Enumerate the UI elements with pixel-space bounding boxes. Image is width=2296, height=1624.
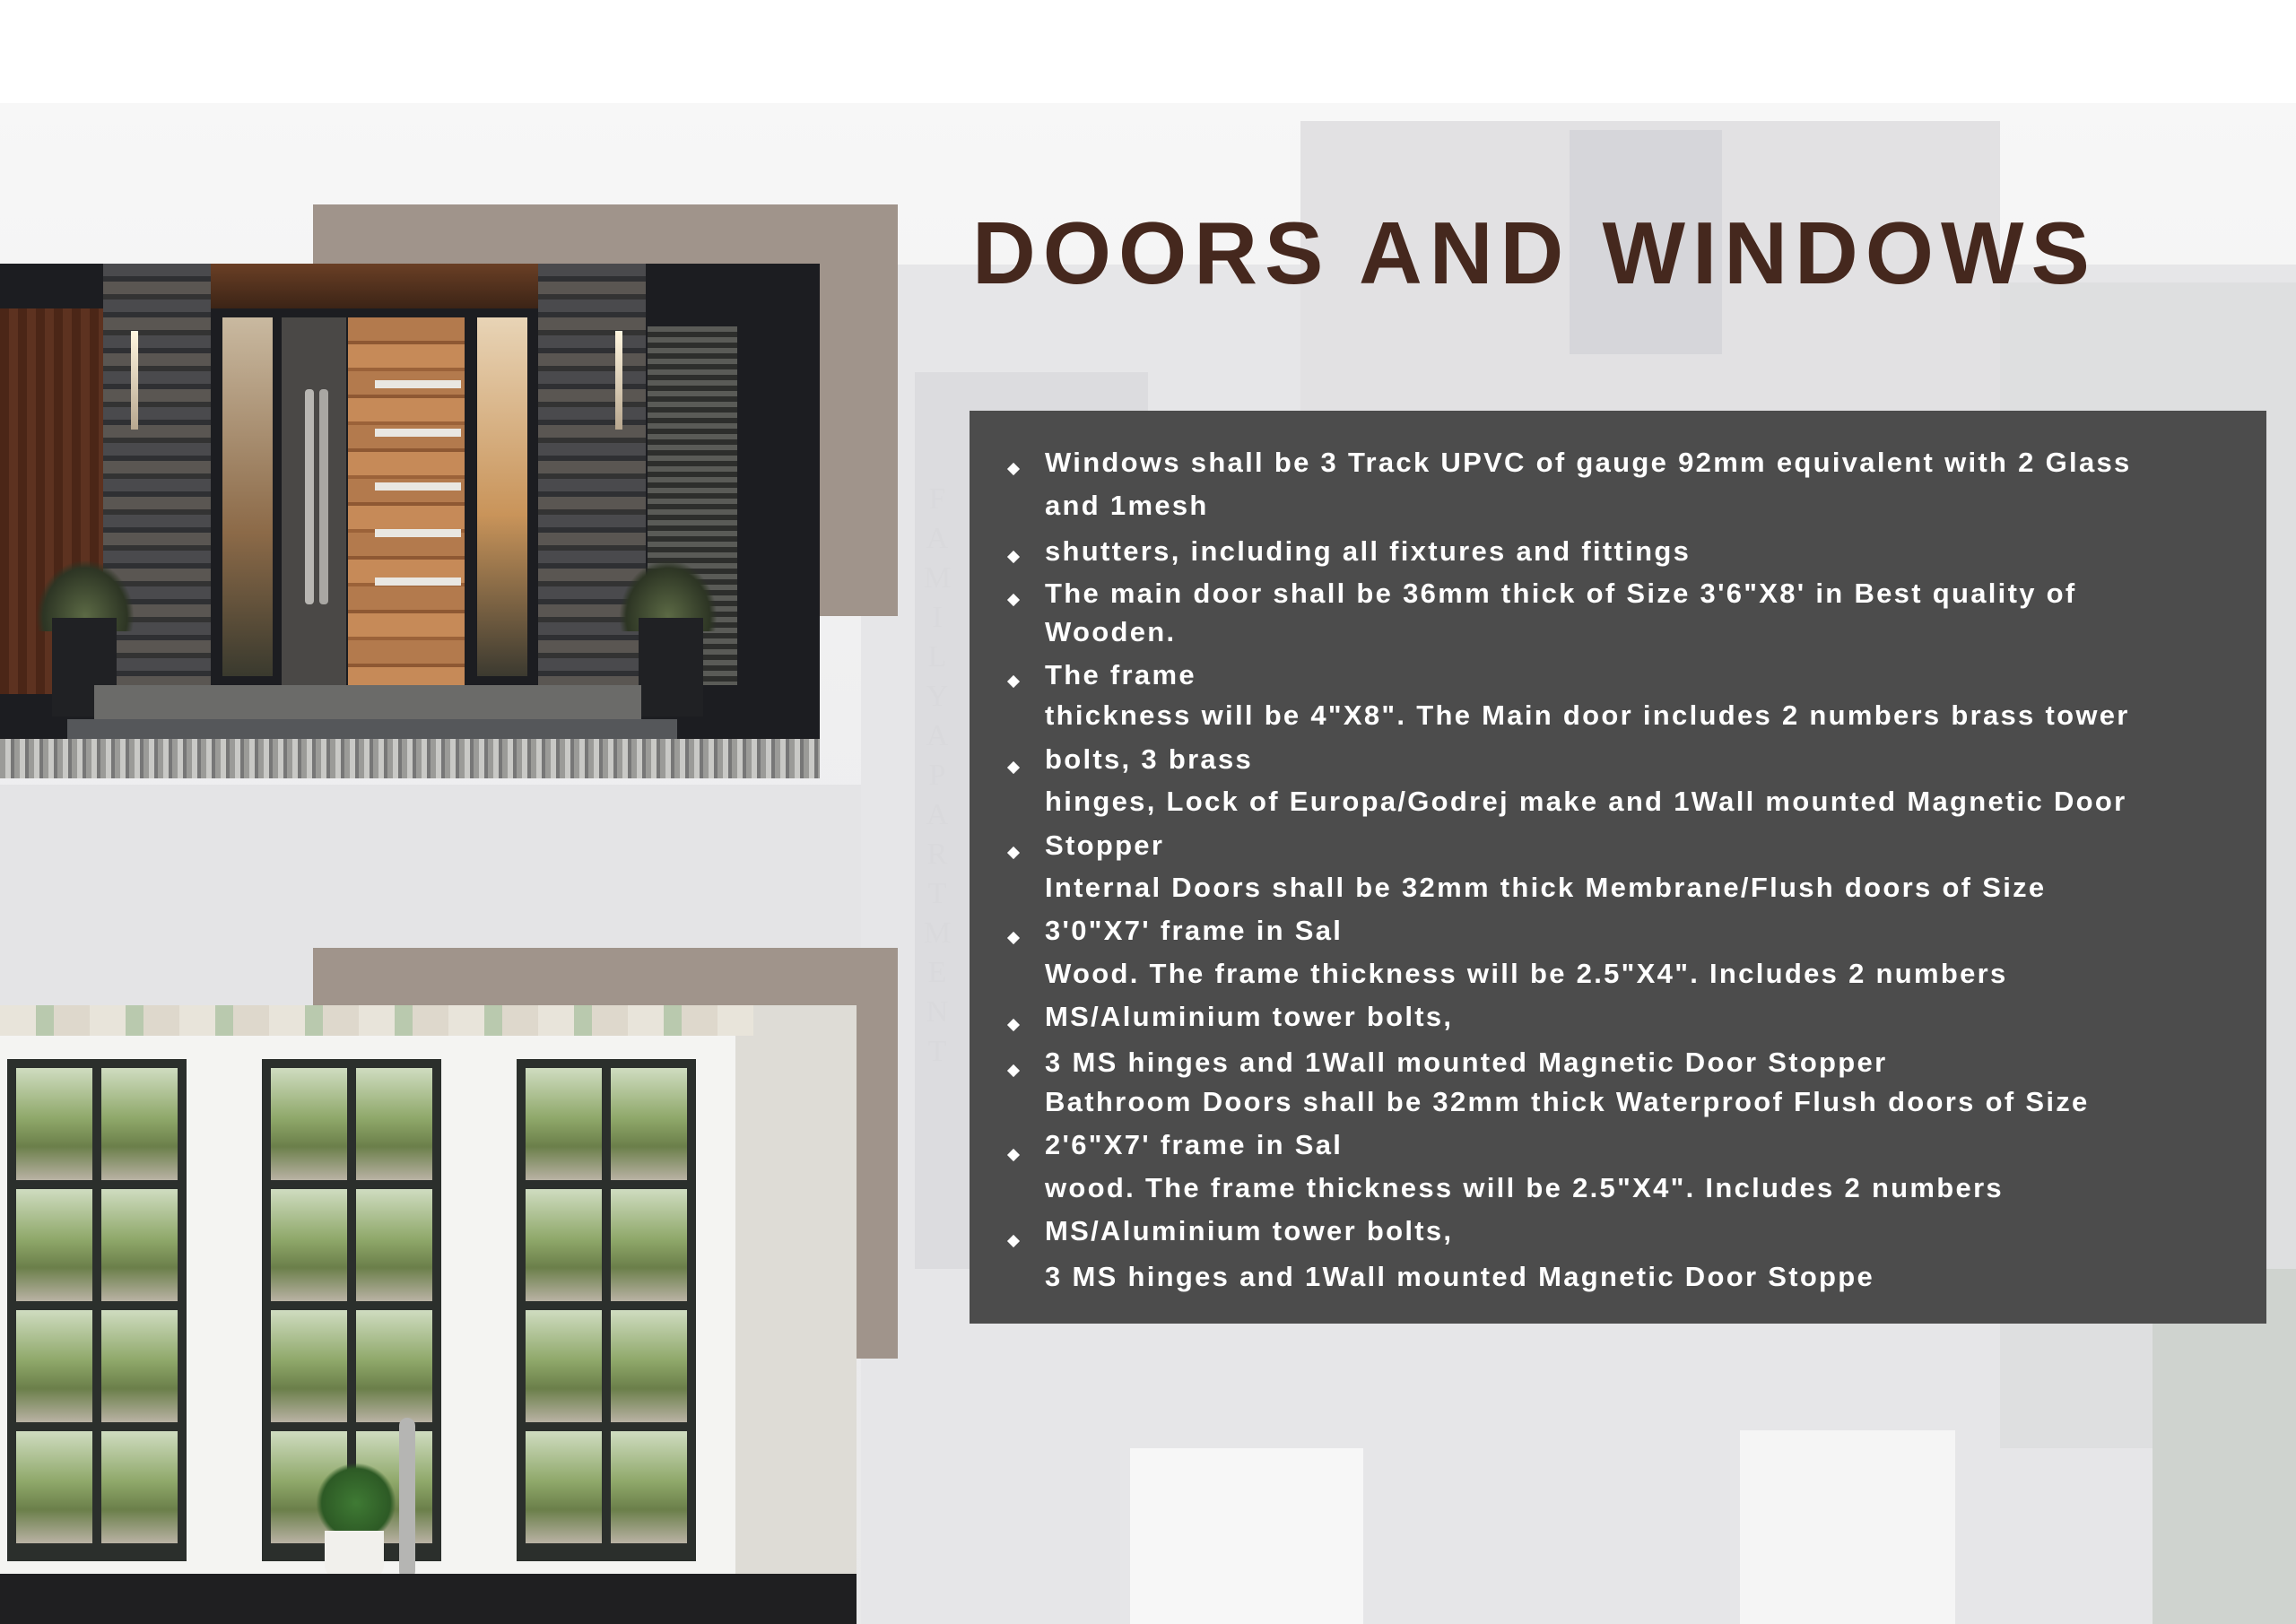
spec-line: wood. The frame thickness will be 2.5"X4". Includes 2 numbers (1045, 1172, 2004, 1203)
spec-line: bolts, 3 brass (1045, 743, 1254, 775)
spec-line: 3'0"X7' frame in Sal (1045, 915, 1344, 946)
spec-line: The main door shall be 36mm thick of Size 3'6"X8' in Best quality of (1045, 578, 2077, 609)
spec-line: Wooden. (1045, 616, 1177, 647)
spec-line: hinges, Lock of Europa/Godrej make and 1Wall mounted Magnetic Door (1045, 786, 2127, 817)
spec-line: Wood. The frame thickness will be 2.5"X4". Includes 2 numbers (1045, 958, 2008, 989)
spec-line: The frame (1045, 659, 1196, 690)
spec-line: MS/Aluminium tower bolts, (1045, 1001, 1454, 1032)
spec-line: Stopper (1045, 829, 1165, 861)
spec-line: Bathroom Doors shall be 32mm thick Waterproof Flush doors of Size (1045, 1086, 2090, 1117)
spec-line: 3 MS hinges and 1Wall mounted Magnetic Door Stoppe (1045, 1261, 1875, 1292)
specifications-box (970, 411, 2266, 1324)
spec-line: shutters, including all fixtures and fittings (1045, 535, 1692, 567)
spec-line: and 1mesh (1045, 490, 1209, 521)
spec-line: thickness will be 4"X8". The Main door includes 2 numbers brass tower (1045, 699, 2130, 731)
kitchen-window-photo (0, 1005, 857, 1624)
spec-line: Windows shall be 3 Track UPVC of gauge 92mm equivalent with 2 Glass (1045, 447, 2132, 478)
spec-line: 2'6"X7' frame in Sal (1045, 1129, 1344, 1160)
entrance-door-photo (0, 264, 820, 778)
spec-line: MS/Aluminium tower bolts, (1045, 1215, 1454, 1246)
specifications-list (970, 411, 2266, 1324)
background-vertical-text: FAMILY APARTMENT (924, 482, 952, 1068)
page-title: DOORS AND WINDOWS (972, 204, 2097, 302)
spec-line: 3 MS hinges and 1Wall mounted Magnetic Door Stopper (1045, 1046, 1888, 1078)
spec-line: Internal Doors shall be 32mm thick Membrane/Flush doors of Size (1045, 872, 2047, 903)
